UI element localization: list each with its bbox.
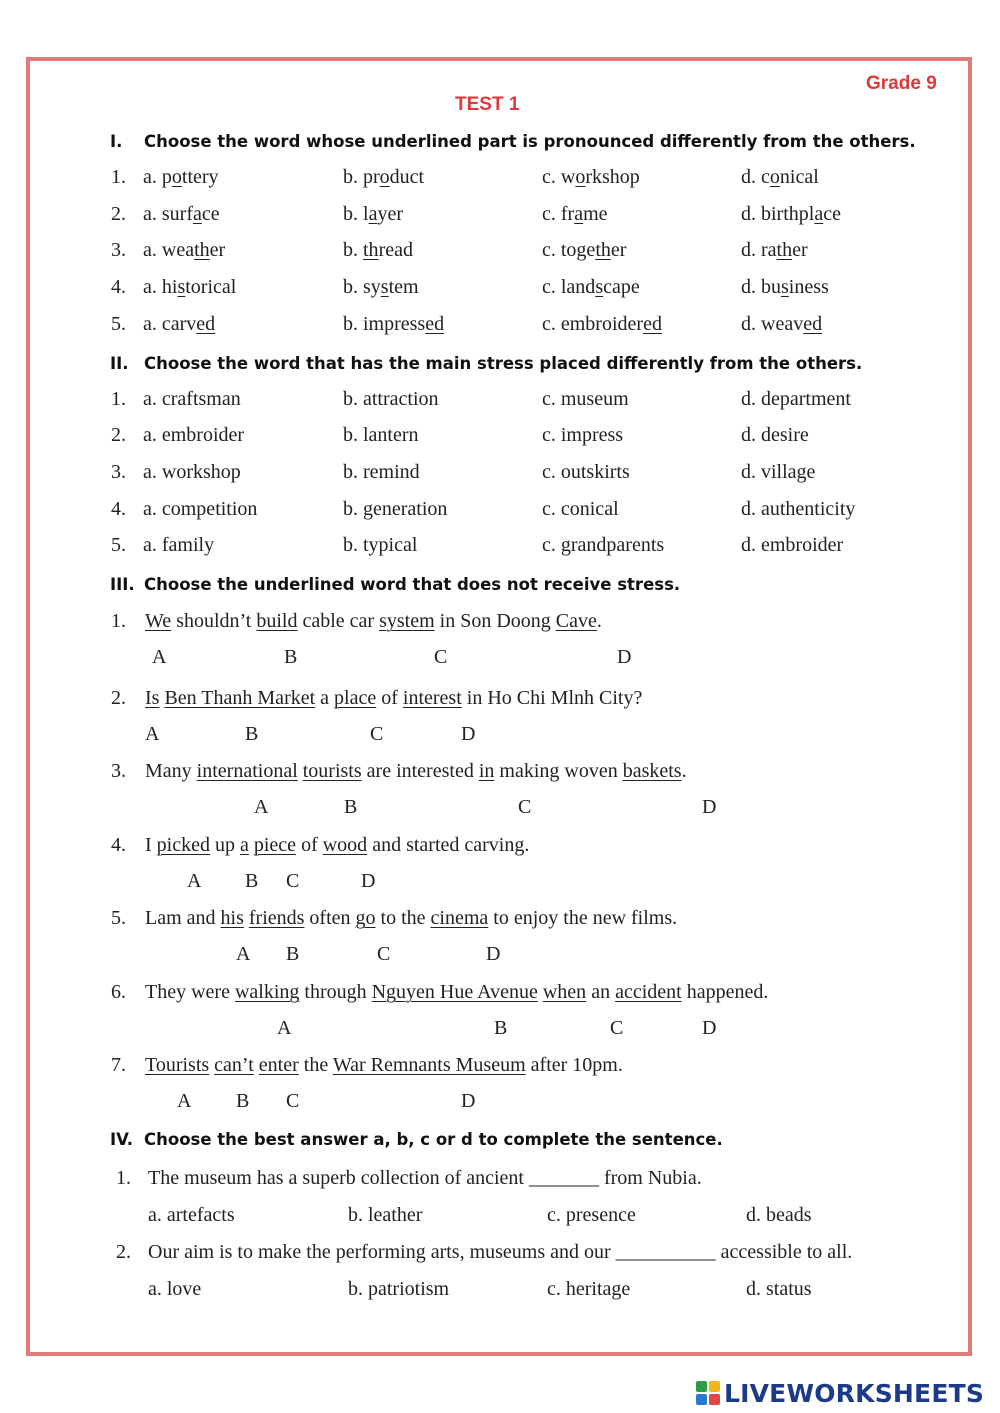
- underlined-word: Ben Thanh Market: [164, 687, 316, 709]
- answer-letter: B: [284, 646, 298, 668]
- option-b: b. typical: [343, 534, 418, 556]
- option-d: d. status: [746, 1278, 812, 1300]
- answer-letter: A: [236, 943, 251, 965]
- underlined-word: interest: [402, 687, 462, 709]
- answer-letter: A: [152, 646, 167, 668]
- underlined-part: s: [177, 276, 186, 298]
- answer-letter: C: [377, 943, 391, 965]
- option-a: a. embroider: [143, 424, 245, 446]
- option-a: [143, 166, 219, 189]
- underlined-word: in: [478, 760, 495, 782]
- question-number: 2.: [116, 1241, 131, 1263]
- option-text: cape: [603, 276, 640, 298]
- underlined-part: th: [776, 239, 793, 261]
- page-title: TEST 1: [455, 94, 520, 115]
- option-text: a. p: [143, 166, 172, 188]
- option-a: a. workshop: [143, 461, 241, 483]
- underlined-word: We: [145, 610, 172, 632]
- question-number: 3.: [111, 760, 126, 782]
- option-d: [741, 166, 819, 189]
- underlined-part: th: [363, 239, 379, 261]
- option-text: b. pr: [343, 166, 380, 188]
- sentence: [145, 610, 602, 633]
- underlined-word: build: [256, 610, 298, 632]
- underlined-part: a: [368, 203, 378, 225]
- answer-letter: D: [702, 1017, 717, 1039]
- answer-letter: B: [494, 1017, 508, 1039]
- sentence-text: up: [209, 834, 240, 856]
- option-d: [741, 313, 822, 336]
- option-text: er: [610, 239, 627, 261]
- underlined-part: s: [595, 276, 604, 298]
- answer-letter: A: [187, 870, 202, 892]
- option-text: torical: [185, 276, 237, 298]
- option-text: c. w: [542, 166, 576, 188]
- underlined-word: tourists: [302, 760, 362, 782]
- answer-letter: D: [361, 870, 376, 892]
- sentence-text: cable car: [297, 610, 380, 632]
- question-number: 1.: [111, 388, 126, 410]
- underlined-part: ed: [196, 313, 216, 335]
- underlined-part: th: [595, 239, 611, 261]
- underlined-part: s: [781, 276, 789, 298]
- answer-letter: B: [245, 870, 259, 892]
- question-number: 2.: [111, 687, 126, 709]
- answer-letter: A: [145, 723, 160, 745]
- option-d: d. authenticity: [741, 498, 856, 520]
- section-2-heading: II. Choose the word that has the main stress placed differently from the others.: [110, 354, 863, 373]
- question-number: 5.: [111, 907, 126, 929]
- option-text: duct: [389, 166, 425, 188]
- question-number: 7.: [111, 1054, 126, 1076]
- answer-letter: B: [236, 1090, 250, 1112]
- option-text: c. fr: [542, 203, 575, 225]
- sentence-text: often: [304, 907, 356, 929]
- answer-letter: D: [617, 646, 632, 668]
- answer-letter: C: [434, 646, 448, 668]
- option-text: d. birthpl: [741, 203, 815, 225]
- option-text: a. hi: [143, 276, 178, 298]
- underlined-word: accident: [615, 981, 682, 1003]
- underlined-word: when: [542, 981, 587, 1003]
- underlined-word: picked: [156, 834, 210, 856]
- sentence: [145, 981, 768, 1004]
- option-text: b. sy: [343, 276, 381, 298]
- underlined-word: cinema: [430, 907, 489, 929]
- question-number: 1.: [111, 610, 126, 632]
- underlined-part: o: [171, 166, 182, 188]
- option-a: a. craftsman: [143, 388, 241, 410]
- underlined-part: a: [814, 203, 824, 225]
- option-text: ce: [823, 203, 841, 225]
- option-text: d. c: [741, 166, 770, 188]
- sentence-text: an: [586, 981, 616, 1003]
- sentence-text: to the: [375, 907, 431, 929]
- option-d: [741, 276, 829, 299]
- option-a: a. competition: [143, 498, 258, 520]
- option-text: yer: [377, 203, 403, 225]
- sentence-text: They were: [145, 981, 235, 1003]
- question-number: 1.: [116, 1167, 131, 1189]
- sentence-text: of: [376, 687, 403, 709]
- question-number: 4.: [111, 498, 126, 520]
- sentence-text: are interested: [361, 760, 479, 782]
- option-text: a. carv: [143, 313, 197, 335]
- answer-letter: C: [610, 1017, 624, 1039]
- question-number: 6.: [111, 981, 126, 1003]
- option-text: nical: [779, 166, 819, 188]
- option-c: [542, 166, 640, 189]
- option-text: c. land: [542, 276, 596, 298]
- option-a: [143, 239, 225, 262]
- underlined-part: s: [380, 276, 389, 298]
- underlined-part: a: [192, 203, 202, 225]
- option-text: b.: [343, 239, 363, 261]
- sentence-text: a: [315, 687, 335, 709]
- underlined-word: friends: [248, 907, 305, 929]
- option-text: c. embroider: [542, 313, 644, 335]
- option-text: tem: [388, 276, 419, 298]
- option-text: a. surf: [143, 203, 193, 225]
- underlined-part: th: [194, 239, 210, 261]
- sentence: [145, 760, 687, 783]
- sentence-text: after 10pm.: [525, 1054, 623, 1076]
- sentence-text: and started carving.: [367, 834, 530, 856]
- question-number: 1.: [111, 166, 126, 188]
- answer-letter: D: [486, 943, 501, 965]
- option-text: er: [209, 239, 226, 261]
- section-4-heading: IV. Choose the best answer a, b, c or d to complete the sentence.: [110, 1130, 723, 1149]
- question-text: Our aim is to make the performing arts, museums and our __________ accessible to all.: [148, 1241, 853, 1263]
- sentence-text: Many: [145, 760, 197, 782]
- underlined-word: walking: [234, 981, 300, 1003]
- option-d: d. village: [741, 461, 816, 483]
- sentence-text: .: [681, 760, 687, 782]
- underlined-word: Is: [145, 687, 160, 709]
- option-a: [143, 203, 220, 226]
- option-b: [343, 239, 413, 262]
- underlined-word: a: [239, 834, 249, 856]
- option-b: b. patriotism: [348, 1278, 450, 1300]
- question-text: The museum has a superb collection of ancient _______ from Nubia.: [148, 1167, 702, 1189]
- option-text: c. toge: [542, 239, 596, 261]
- underlined-word: Tourists: [145, 1054, 210, 1076]
- answer-letter: B: [344, 796, 358, 818]
- question-number: 4.: [111, 834, 126, 856]
- answer-letter: B: [286, 943, 300, 965]
- sentence-text: Lam and: [145, 907, 221, 929]
- option-text: rkshop: [585, 166, 640, 188]
- option-d: [741, 203, 841, 226]
- sentence-text: .: [596, 610, 602, 632]
- option-c: [542, 313, 662, 336]
- option-d: d. desire: [741, 424, 809, 446]
- liveworksheets-logo-icon: [696, 1381, 720, 1405]
- underlined-part: o: [379, 166, 390, 188]
- question-number: 2.: [111, 203, 126, 225]
- option-d: d. embroider: [741, 534, 844, 556]
- option-b: [343, 166, 424, 189]
- option-text: d. bu: [741, 276, 781, 298]
- option-text: b. impress: [343, 313, 426, 335]
- sentence: [145, 834, 529, 857]
- underlined-part: ed: [425, 313, 445, 335]
- sentence-text: shouldn’t: [171, 610, 257, 632]
- underlined-part: ed: [803, 313, 823, 335]
- option-b: [343, 276, 419, 299]
- liveworksheets-logo: [696, 1378, 984, 1408]
- sentence-text: making woven: [494, 760, 623, 782]
- option-a: a. love: [148, 1278, 202, 1300]
- underlined-word: go: [355, 907, 376, 929]
- sentence-text: of: [296, 834, 323, 856]
- answer-letter: A: [177, 1090, 192, 1112]
- sentence-text: in Ho Chi Mlnh City?: [461, 687, 643, 709]
- answer-letter: C: [518, 796, 532, 818]
- answer-letter: D: [702, 796, 717, 818]
- sentence-text: in Son Doong: [434, 610, 556, 632]
- option-b: b. leather: [348, 1204, 423, 1226]
- option-text: ttery: [181, 166, 219, 188]
- question-number: 5.: [111, 534, 126, 556]
- option-text: b. l: [343, 203, 369, 225]
- answer-letter: B: [245, 723, 259, 745]
- option-text: a. wea: [143, 239, 195, 261]
- underlined-word: War Remnants Museum: [332, 1054, 526, 1076]
- option-text: ce: [201, 203, 220, 225]
- answer-letter: A: [277, 1017, 292, 1039]
- option-c: c. presence: [547, 1204, 636, 1226]
- question-number: 3.: [111, 239, 126, 261]
- question-number: 4.: [111, 276, 126, 298]
- underlined-word: wood: [322, 834, 368, 856]
- option-a: a. family: [143, 534, 215, 556]
- option-c: [542, 239, 626, 262]
- option-text: read: [378, 239, 413, 261]
- underlined-word: international: [196, 760, 298, 782]
- underlined-word: baskets: [622, 760, 682, 782]
- option-text: iness: [788, 276, 829, 298]
- option-a: [143, 276, 236, 299]
- option-d: d. beads: [746, 1204, 812, 1226]
- option-c: c. museum: [542, 388, 629, 410]
- option-text: d. weav: [741, 313, 804, 335]
- answer-letter: C: [286, 1090, 300, 1112]
- underlined-word: enter: [258, 1054, 299, 1076]
- sentence-text: to enjoy the new films.: [488, 907, 678, 929]
- sentence-text: I: [145, 834, 157, 856]
- option-a: a. artefacts: [148, 1204, 235, 1226]
- answer-letter: A: [254, 796, 269, 818]
- option-text: er: [792, 239, 808, 261]
- answer-letter: C: [370, 723, 384, 745]
- option-b: b. lantern: [343, 424, 419, 446]
- option-b: b. attraction: [343, 388, 439, 410]
- option-c: [542, 203, 608, 226]
- underlined-word: his: [220, 907, 244, 929]
- sentence-text: happened.: [681, 981, 769, 1003]
- underlined-word: place: [334, 687, 377, 709]
- option-b: [343, 313, 444, 336]
- option-d: d. department: [741, 388, 851, 410]
- sentence-text: through: [299, 981, 372, 1003]
- option-text: d. ra: [741, 239, 777, 261]
- section-3-heading: III. Choose the underlined word that does not receive stress.: [110, 575, 681, 594]
- option-b: b. remind: [343, 461, 420, 483]
- underlined-part: a: [574, 203, 584, 225]
- option-c: c. outskirts: [542, 461, 630, 483]
- sentence: [145, 687, 642, 710]
- answer-letter: C: [286, 870, 300, 892]
- underlined-part: ed: [643, 313, 662, 335]
- underlined-word: Nguyen Hue Avenue: [371, 981, 538, 1003]
- option-c: c. impress: [542, 424, 624, 446]
- question-number: 3.: [111, 461, 126, 483]
- option-b: [343, 203, 403, 226]
- answer-letter: D: [461, 723, 476, 745]
- option-a: [143, 313, 215, 336]
- option-c: c. conical: [542, 498, 619, 520]
- option-b: b. generation: [343, 498, 448, 520]
- question-number: 5.: [111, 313, 126, 335]
- answer-letter: D: [461, 1090, 476, 1112]
- underlined-word: piece: [253, 834, 297, 856]
- underlined-word: Cave: [555, 610, 597, 632]
- question-number: 2.: [111, 424, 126, 446]
- option-c: [542, 276, 640, 299]
- option-c: c. grandparents: [542, 534, 665, 556]
- underlined-part: o: [769, 166, 780, 188]
- section-1-heading: I. Choose the word whose underlined part is pronounced differently from the others.: [110, 132, 916, 151]
- underlined-part: o: [575, 166, 586, 188]
- underlined-word: system: [379, 610, 435, 632]
- option-text: me: [583, 203, 608, 225]
- liveworksheets-logo-text: LIVEWORKSHEETS: [724, 1378, 985, 1408]
- grade-label: Grade 9: [866, 73, 937, 94]
- sentence: [145, 907, 677, 930]
- option-c: c. heritage: [547, 1278, 631, 1300]
- sentence: [145, 1054, 623, 1077]
- underlined-word: can’t: [214, 1054, 254, 1076]
- sentence-text: the: [298, 1054, 333, 1076]
- option-d: [741, 239, 808, 262]
